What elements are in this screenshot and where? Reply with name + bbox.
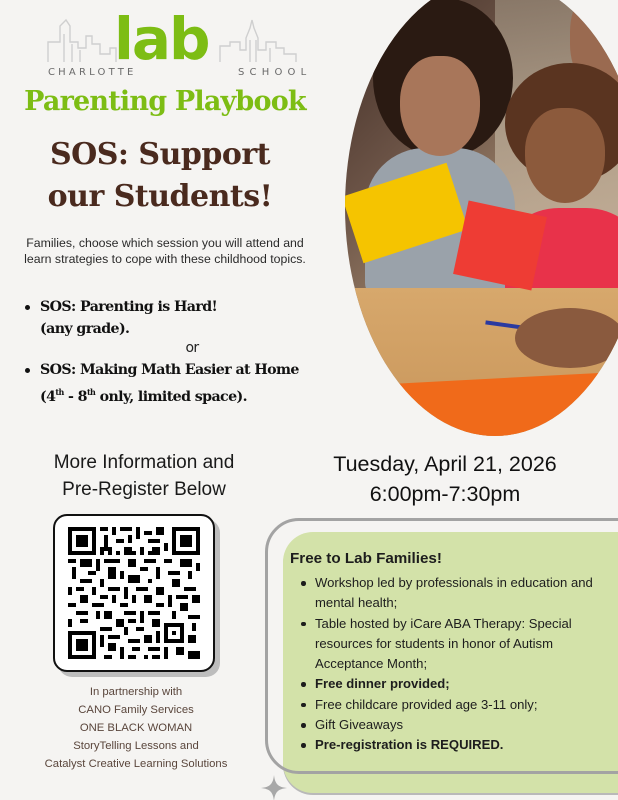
session-audience (40, 381, 332, 408)
event-title-line1: SOS: Support (49, 137, 271, 172)
ordinal-suffix: th (86, 387, 96, 397)
session-item-math (22, 359, 332, 408)
event-datetime (295, 449, 595, 509)
info-item-icare-table: Table hosted by iCare ABA Therapy: Special resources for students in honor of Autism Acceptance Month; (296, 614, 618, 675)
photo-girl-face (525, 108, 605, 203)
register-heading-line2: Pre-Register Below (62, 479, 226, 500)
session-title: SOS: Parenting is Hard! (40, 299, 218, 315)
event-title-line2: our Students! (47, 179, 273, 214)
info-item-preregistration: Pre-registration is REQUIRED. (296, 735, 618, 755)
info-list (296, 573, 618, 756)
register-heading-line1: More Information and (53, 452, 235, 473)
family-photo (345, 0, 618, 436)
program-title: Parenting Playbook (24, 86, 306, 117)
photo-mother-face (400, 56, 480, 156)
ordinal-suffix: th (55, 387, 64, 397)
logo-word-charlotte: CHARLOTTE (48, 67, 137, 78)
session-audience: (any grade). (40, 321, 130, 337)
info-item-giveaways: Gift Giveaways (296, 715, 618, 735)
grade-end: - 8 (63, 389, 87, 405)
event-time: 6:00pm-7:30pm (369, 482, 521, 506)
logo-word-school: SCHOOL (238, 67, 312, 78)
qr-code-icon[interactable] (68, 527, 200, 659)
school-logo (20, 5, 320, 84)
partner-item: ONE BLACK WOMAN (79, 722, 193, 734)
partner-item: CANO Family Services (78, 704, 194, 716)
intro-text: Families, choose which session you will attend and learn strategies to cope with these childhood topics. (24, 236, 306, 266)
info-item-dinner: Free dinner provided; (296, 674, 618, 694)
event-title (0, 134, 320, 218)
info-item-workshop: Workshop led by professionals in education and mental health; (296, 573, 618, 614)
event-date: Tuesday, April 21, 2026 (333, 452, 557, 476)
sparkle-icon (261, 775, 287, 800)
photo-hand (515, 308, 618, 368)
session-list (22, 296, 332, 408)
partners-intro: In partnership with (89, 686, 183, 698)
info-item-childcare: Free childcare provided age 3-11 only; (296, 695, 618, 715)
session-item-parenting (22, 296, 332, 340)
or-separator: or (185, 340, 199, 356)
qr-code-card[interactable] (53, 514, 215, 672)
photo-red-paper (453, 201, 547, 291)
partner-item: Catalyst Creative Learning Solutions (44, 758, 228, 770)
register-heading (0, 449, 288, 503)
session-title: SOS: Making Math Easier at Home (40, 362, 299, 378)
info-title: Free to Lab Families! (290, 550, 442, 567)
partner-item: StoryTelling Lessons and (73, 740, 199, 752)
session-note: only, limited space). (95, 389, 247, 405)
partners-block (0, 683, 272, 773)
logo-brand-lab: lab (114, 5, 209, 73)
grade-start: (4 (40, 389, 56, 405)
